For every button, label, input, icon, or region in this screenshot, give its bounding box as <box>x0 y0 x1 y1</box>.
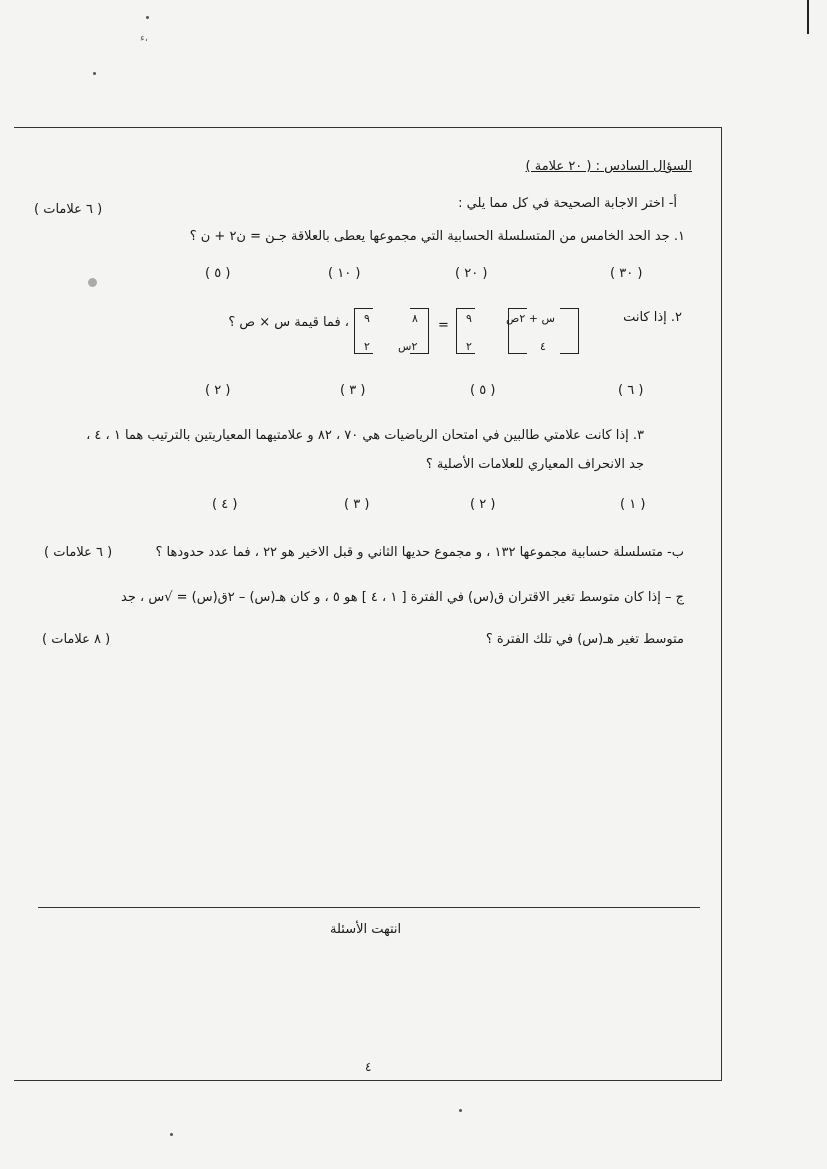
speck <box>170 1133 173 1136</box>
page-frame-right <box>721 127 722 1081</box>
q1-text: ١. جد الحد الخامس من المتسلسلة الحسابية التي مجموعها يعطى بالعلاقة جـن = ن٢ + ن ؟ <box>189 229 685 244</box>
q1-option-4: ( ٥ ) <box>205 266 231 281</box>
scan-dot <box>88 278 97 287</box>
q1-option-3: ( ١٠ ) <box>328 266 361 281</box>
part-c-marks: ( ٨ علامات ) <box>42 632 111 647</box>
equals-sign: = <box>438 318 449 333</box>
matrix-right-b: ٩ <box>364 312 370 325</box>
speck <box>146 16 149 19</box>
q2-option-4: ( ٢ ) <box>205 383 231 398</box>
part-a-intro: أ- اختر الاجابة الصحيحة في كل مما يلي : <box>458 196 677 211</box>
q1-option-2: ( ٢٠ ) <box>455 266 488 281</box>
page-frame-bottom <box>14 1080 722 1081</box>
matrix-left-a: س + ٢ص <box>506 312 555 325</box>
matrix-right-a: ٨ <box>412 312 418 325</box>
part-c-line1: ج – إذا كان متوسط تغير الاقتران ق(س) في الفترة [ ١ ، ٤ ] هو ٥ ، و كان هـ(س) – ٢ق(س) = √س ، جد <box>121 590 684 605</box>
page-frame-top <box>14 127 722 128</box>
q2-prefix: ٢. إذا كانت <box>623 310 682 325</box>
q2-option-2: ( ٥ ) <box>470 383 496 398</box>
q3-line2: جد الانحراف المعياري للعلامات الأصلية ؟ <box>425 457 644 472</box>
q2-suffix: ، فما قيمة س × ص ؟ <box>228 315 349 330</box>
matrix-left-c: ٤ <box>540 340 546 353</box>
matrix-left-d: ٢ <box>466 340 472 353</box>
matrix-right-d: ٢ <box>364 340 370 353</box>
q3-option-4: ( ٤ ) <box>212 497 238 512</box>
matrix-mid-bracket-l <box>456 308 475 354</box>
end-text: انتهت الأسئلة <box>330 922 402 937</box>
matrix-left-b: ٩ <box>466 312 472 325</box>
matrix-left-bracket-r <box>560 308 579 354</box>
matrix-right-c: ٢س <box>398 340 418 353</box>
page-number: ٤ <box>365 1060 372 1074</box>
part-c-line2: متوسط تغير هـ(س) في تلك الفترة ؟ <box>485 632 684 647</box>
q3-option-2: ( ٢ ) <box>470 497 496 512</box>
section-title: السؤال السادس : ( ٢٠ علامة ) <box>525 159 692 174</box>
q2-option-1: ( ٦ ) <box>618 383 644 398</box>
q1-option-1: ( ٣٠ ) <box>610 266 643 281</box>
q2-option-3: ( ٣ ) <box>340 383 366 398</box>
edge-mark <box>807 0 809 34</box>
end-divider <box>38 907 700 908</box>
speck <box>93 72 96 75</box>
q3-line1: ٣. إذا كانت علامتي طالبين في امتحان الرياضيات هي ٧٠ ، ٨٢ و علامتيهما المعياريتين بالترتيب هما ١ ، ٤ ، <box>86 428 644 443</box>
part-b-text: ب- متسلسلة حسابية مجموعها ١٣٢ ، و مجموع حديها الثاني و قبل الاخير هو ٢٢ ، فما عدد حدودها ؟ <box>155 545 684 560</box>
q3-option-1: ( ١ ) <box>620 497 646 512</box>
speck <box>459 1109 462 1112</box>
part-a-marks: ( ٦ علامات ) <box>34 202 103 217</box>
header-scribble: ،ء <box>140 33 148 44</box>
matrix-right-bracket-l <box>354 308 373 354</box>
q3-option-3: ( ٣ ) <box>344 497 370 512</box>
part-b-marks: ( ٦ علامات ) <box>44 545 113 560</box>
